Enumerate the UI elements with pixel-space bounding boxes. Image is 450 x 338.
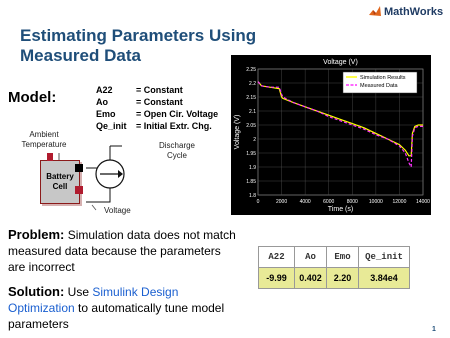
battery-terminal-negative bbox=[75, 186, 83, 194]
y-tick-label: 2.05 bbox=[246, 123, 256, 129]
table-header-cell: Emo bbox=[327, 247, 359, 268]
table-header-cell: Qe_init bbox=[359, 247, 410, 268]
battery-temperature-port bbox=[47, 153, 53, 161]
slide-title: Estimating Parameters Using Measured Data bbox=[20, 26, 257, 65]
results-table bbox=[258, 246, 410, 289]
y-tick-label: 1.8 bbox=[249, 193, 256, 199]
voltage-chart-panel bbox=[231, 55, 431, 215]
problem-label: Problem: bbox=[8, 227, 65, 242]
model-label: Model: bbox=[8, 89, 57, 106]
solution-body-before: Use bbox=[67, 285, 90, 299]
y-tick-label: 2.15 bbox=[246, 95, 256, 101]
solution-label: Solution: bbox=[8, 284, 65, 299]
solution-text bbox=[8, 284, 236, 332]
problem-text bbox=[8, 227, 236, 275]
y-tick-label: 1.9 bbox=[249, 165, 256, 171]
x-tick-label: 14000 bbox=[416, 199, 430, 205]
param-emo-name: Emo bbox=[96, 109, 116, 119]
battery-cell-block: Battery Cell bbox=[40, 160, 80, 204]
voltage-label: Voltage bbox=[104, 206, 131, 215]
y-tick-label: 2.25 bbox=[246, 67, 256, 73]
mathworks-logo-text: MathWorks bbox=[384, 6, 444, 18]
voltage-chart bbox=[231, 55, 431, 215]
table-cell: -9.99 bbox=[259, 268, 295, 289]
table-header-row bbox=[259, 247, 410, 268]
x-tick-label: 12000 bbox=[392, 199, 407, 205]
x-tick-label: 6000 bbox=[323, 199, 335, 205]
y-tick-label: 1.85 bbox=[246, 179, 256, 185]
table-cell: 2.20 bbox=[327, 268, 359, 289]
mathworks-logo-icon bbox=[368, 4, 382, 18]
x-axis-label: Time (s) bbox=[327, 206, 354, 213]
x-tick-label: 0 bbox=[256, 199, 260, 205]
y-axis-label: Voltage (V) bbox=[234, 114, 241, 150]
x-tick-label: 2000 bbox=[276, 199, 288, 205]
param-qeinit-name: Qe_init bbox=[96, 121, 127, 131]
y-tick-label: 2.1 bbox=[249, 109, 256, 115]
table-cell: 0.402 bbox=[295, 268, 327, 289]
chart-title: Voltage (V) bbox=[323, 59, 358, 66]
param-a22-name: A22 bbox=[96, 85, 113, 95]
x-tick-label: 4000 bbox=[299, 199, 311, 205]
solution-body-after: to automatically tune model parameters bbox=[8, 301, 225, 331]
param-emo-eq: = Open Cir. Voltage bbox=[136, 109, 219, 119]
param-qeinit-eq: = Initial Extr. Chg. bbox=[136, 121, 212, 131]
table-cell: 3.84e4 bbox=[359, 268, 410, 289]
y-tick-label: 1.95 bbox=[246, 151, 256, 157]
discharge-cycle-label: Discharge Cycle bbox=[158, 141, 195, 160]
legend-label: Simulation Results bbox=[360, 75, 406, 81]
table-header-cell: A22 bbox=[259, 247, 295, 268]
simulink-design-optimization-link[interactable]: Simulink Design Optimization bbox=[8, 285, 179, 315]
battery-terminal-positive bbox=[75, 164, 83, 172]
problem-body: Simulation data does not match measured data because the parameters are incorrect bbox=[8, 228, 236, 274]
param-a22-eq: = Constant bbox=[136, 85, 183, 95]
y-tick-label: 2 bbox=[253, 137, 256, 143]
table-row bbox=[259, 268, 410, 289]
x-tick-label: 10000 bbox=[368, 199, 383, 205]
page-number: 1 bbox=[432, 326, 436, 333]
param-ao-eq: = Constant bbox=[136, 97, 183, 107]
x-tick-label: 8000 bbox=[346, 199, 358, 205]
table-header-cell: Ao bbox=[295, 247, 327, 268]
legend-label: Measured Data bbox=[360, 83, 398, 89]
y-tick-label: 2.2 bbox=[249, 81, 256, 87]
ambient-temperature-label: Ambient Temperature bbox=[21, 130, 67, 149]
param-ao-name: Ao bbox=[96, 97, 108, 107]
